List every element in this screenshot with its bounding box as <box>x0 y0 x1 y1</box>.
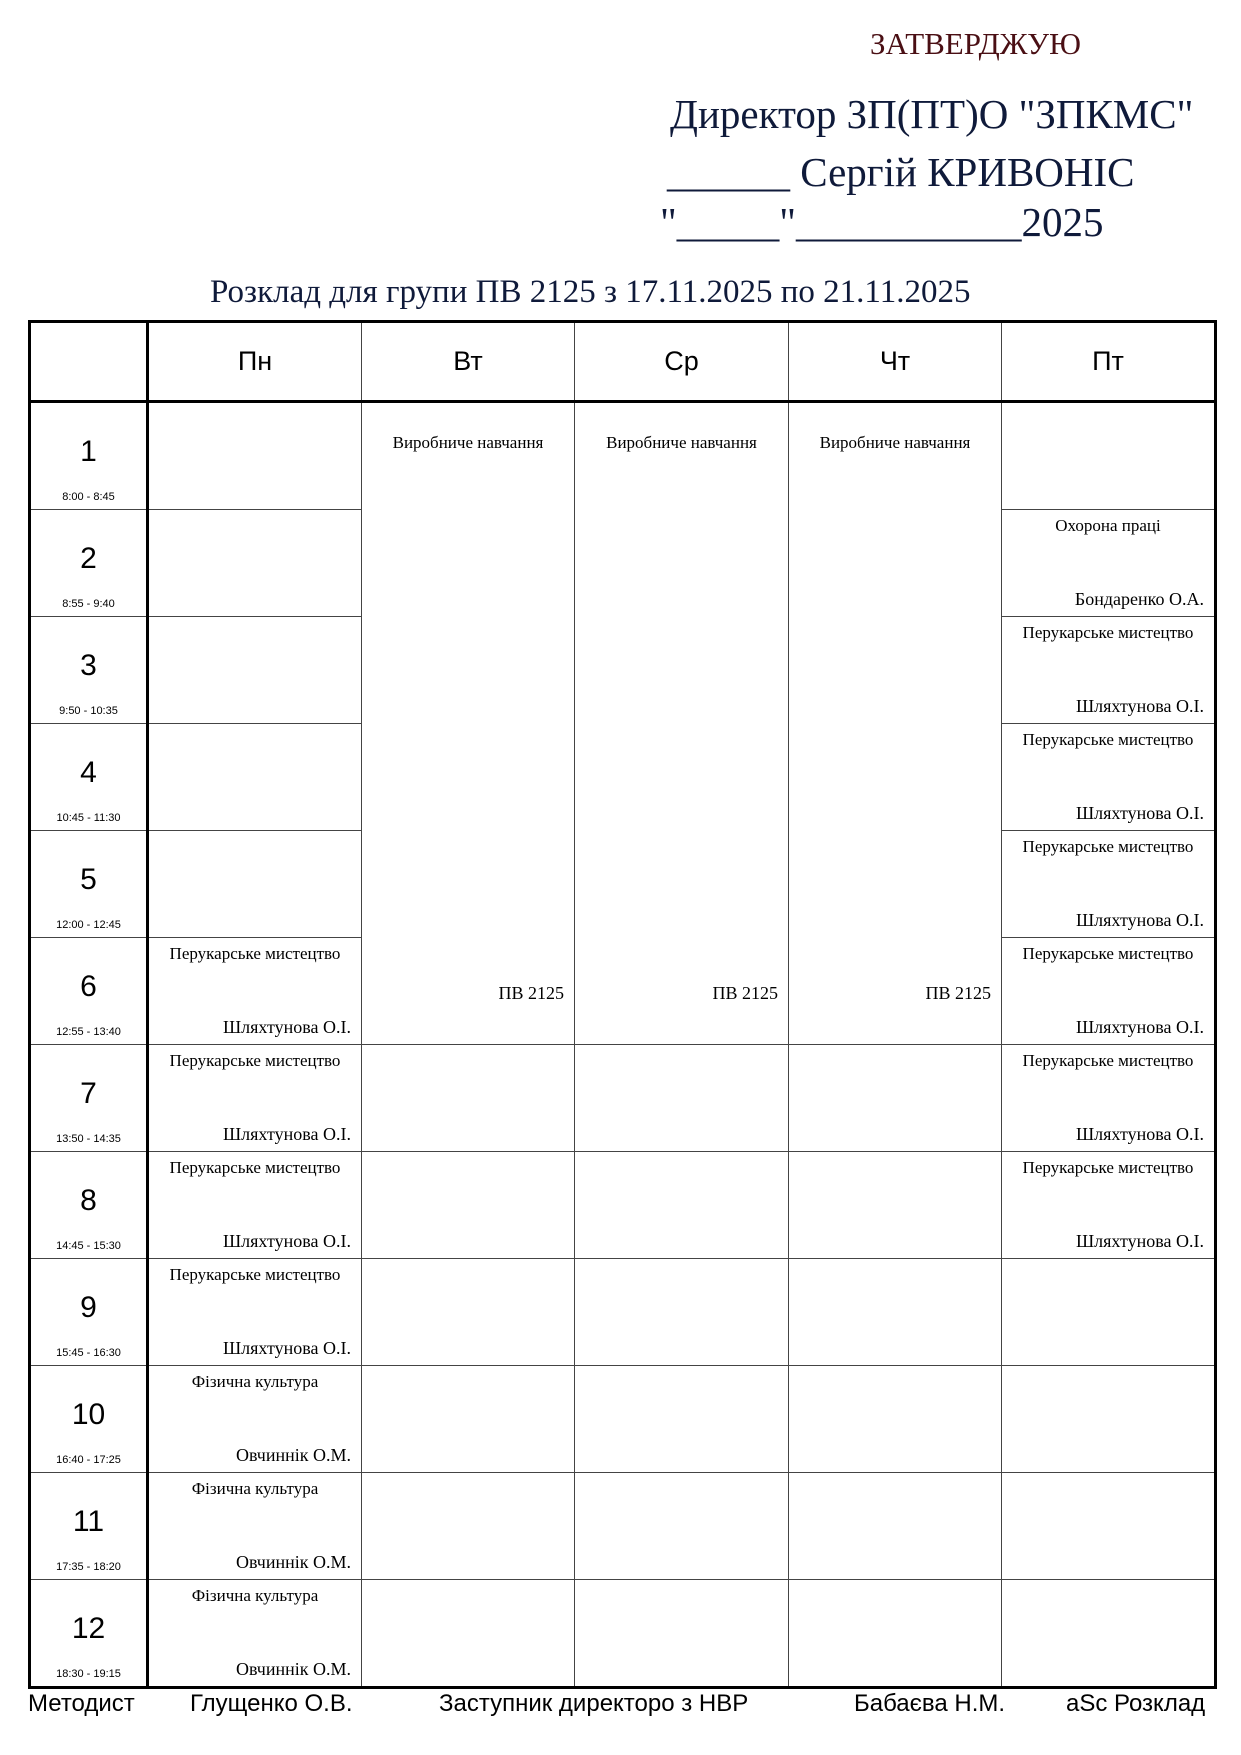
lesson-cell-tuesday <box>362 1366 575 1473</box>
day-header: Чт <box>789 322 1002 402</box>
lesson-subject: Перукарське мистецтво <box>1022 730 1194 749</box>
lesson-subject: Перукарське мистецтво <box>169 1051 341 1070</box>
period-number: 4 <box>80 756 97 789</box>
deputy-name: Бабаєва Н.М. <box>854 1690 1006 1717</box>
lesson-cell-monday <box>148 938 362 1045</box>
period-cell <box>30 1473 148 1580</box>
lesson-subject: Перукарське мистецтво <box>1022 837 1194 856</box>
lesson-subject: Виробниче навчання <box>392 433 544 452</box>
period-cell <box>30 1259 148 1366</box>
lesson-subject: Перукарське мистецтво <box>169 944 341 963</box>
lesson-subject: Перукарське мистецтво <box>1022 623 1194 642</box>
lesson-cell-tuesday <box>362 1473 575 1580</box>
period-number: 7 <box>80 1077 97 1110</box>
lesson-cell-friday <box>1002 1259 1216 1366</box>
lesson-cell-thursday <box>789 1152 1002 1259</box>
lesson-cell-friday <box>1002 1045 1216 1152</box>
lesson-subject: Охорона праці <box>1055 516 1161 535</box>
lesson-cell-friday <box>1002 831 1216 938</box>
lesson-cell-friday <box>1002 617 1216 724</box>
period-cell <box>30 938 148 1045</box>
lesson-teacher: Шляхтунова О.І. <box>1076 696 1204 716</box>
day-header: Ср <box>575 322 789 402</box>
lesson-cell-tuesday <box>362 1580 575 1688</box>
lesson-cell-monday <box>148 1152 362 1259</box>
period-number: 12 <box>71 1612 106 1645</box>
period-time: 17:35 - 18:20 <box>56 1561 121 1573</box>
period-number: 5 <box>80 863 97 896</box>
lesson-cell-thursday <box>789 1473 1002 1580</box>
director-position: Директор ЗП(ПТ)О "ЗПКМС" <box>670 91 1194 137</box>
lesson-cell-monday <box>148 1259 362 1366</box>
lesson-teacher: Шляхтунова О.І. <box>223 1231 351 1251</box>
lesson-cell-monday <box>148 510 362 617</box>
lesson-cell-monday <box>148 617 362 724</box>
lesson-cell-friday <box>1002 1473 1216 1580</box>
period-time: 13:50 - 14:35 <box>56 1133 121 1145</box>
lesson-teacher: Овчиннік О.М. <box>235 1659 351 1679</box>
period-cell <box>30 510 148 617</box>
lesson-cell-friday <box>1002 1366 1216 1473</box>
lesson-subject: Перукарське мистецтво <box>1022 1158 1194 1177</box>
director-signature: ______ Сергій КРИВОНІС <box>667 149 1135 195</box>
lesson-cell-thursday <box>789 1045 1002 1152</box>
lesson-cell-wednesday <box>575 1473 789 1580</box>
lesson-teacher: Овчиннік О.М. <box>235 1552 351 1572</box>
lesson-teacher: Шляхтунова О.І. <box>223 1338 351 1358</box>
lesson-cell-monday <box>148 402 362 510</box>
period-number: 11 <box>72 1505 105 1538</box>
period-cell <box>30 1366 148 1473</box>
period-time: 12:55 - 13:40 <box>56 1026 121 1038</box>
period-cell <box>30 831 148 938</box>
lesson-cell-friday <box>1002 938 1216 1045</box>
lesson-cell-tuesday-merged <box>362 402 575 1045</box>
day-header: Пн <box>148 322 362 402</box>
lesson-cell-thursday-merged <box>789 402 1002 1045</box>
lesson-group: ПВ 2125 <box>498 983 564 1003</box>
period-cell <box>30 1580 148 1688</box>
lesson-cell-tuesday <box>362 1045 575 1152</box>
schedule-row <box>30 1580 1216 1688</box>
period-time: 12:00 - 12:45 <box>56 919 121 931</box>
lesson-subject: Фізична культура <box>191 1586 319 1605</box>
lesson-teacher: Шляхтунова О.І. <box>223 1017 351 1037</box>
methodist-name: Глущенко О.В. <box>190 1690 353 1717</box>
period-cell <box>30 1152 148 1259</box>
schedule-row <box>30 1366 1216 1473</box>
period-cell <box>30 617 148 724</box>
period-cell <box>30 1045 148 1152</box>
approval-label: ЗАТВЕРДЖУЮ <box>870 26 1081 61</box>
lesson-cell-friday <box>1002 1152 1216 1259</box>
period-time: 18:30 - 19:15 <box>56 1668 121 1680</box>
period-number: 8 <box>80 1184 97 1217</box>
lesson-subject: Перукарське мистецтво <box>1022 944 1194 963</box>
methodist-label: Методист <box>28 1690 135 1717</box>
lesson-cell-monday <box>148 1045 362 1152</box>
lesson-cell-wednesday <box>575 1152 789 1259</box>
period-time: 15:45 - 16:30 <box>56 1347 121 1359</box>
lesson-subject: Виробниче навчання <box>606 433 757 452</box>
period-time: 16:40 - 17:25 <box>56 1454 121 1466</box>
period-number: 6 <box>80 970 97 1003</box>
schedule-table <box>28 320 1217 1689</box>
period-number: 3 <box>80 649 97 682</box>
schedule-title: Розклад для групи ПВ 2125 з 17.11.2025 по 21.11.2025 <box>210 274 971 310</box>
schedule-row <box>30 402 1216 510</box>
lesson-subject: Перукарське мистецтво <box>169 1265 341 1284</box>
lesson-cell-thursday <box>789 1366 1002 1473</box>
lesson-cell-wednesday-merged <box>575 402 789 1045</box>
approval-date: "_____"___________2025 <box>660 199 1104 245</box>
day-header: Вт <box>362 322 575 402</box>
lesson-subject: Перукарське мистецтво <box>169 1158 341 1177</box>
period-number: 9 <box>80 1291 97 1324</box>
lesson-cell-wednesday <box>575 1366 789 1473</box>
schedule-row <box>30 1152 1216 1259</box>
period-time: 14:45 - 15:30 <box>56 1240 121 1252</box>
lesson-cell-friday <box>1002 402 1216 510</box>
period-time: 8:55 - 9:40 <box>62 598 115 610</box>
period-number: 2 <box>80 542 97 575</box>
schedule-row <box>30 1045 1216 1152</box>
lesson-teacher: Шляхтунова О.І. <box>1076 803 1204 823</box>
lesson-cell-monday <box>148 1580 362 1688</box>
period-cell <box>30 402 148 510</box>
period-time: 9:50 - 10:35 <box>59 705 118 717</box>
lesson-subject: Фізична культура <box>191 1372 319 1391</box>
lesson-teacher: Овчиннік О.М. <box>235 1445 351 1465</box>
period-cell <box>30 724 148 831</box>
lesson-cell-friday <box>1002 724 1216 831</box>
corner-cell <box>30 322 148 402</box>
lesson-group: ПВ 2125 <box>712 983 778 1003</box>
lesson-subject: Перукарське мистецтво <box>1022 1051 1194 1070</box>
schedule-row <box>30 1259 1216 1366</box>
period-number: 10 <box>71 1398 106 1431</box>
lesson-cell-thursday <box>789 1259 1002 1366</box>
lesson-cell-wednesday <box>575 1045 789 1152</box>
lesson-teacher: Шляхтунова О.І. <box>1076 1017 1204 1037</box>
lesson-teacher: Шляхтунова О.І. <box>1076 1124 1204 1144</box>
lesson-group: ПВ 2125 <box>925 983 991 1003</box>
lesson-cell-tuesday <box>362 1259 575 1366</box>
period-number: 1 <box>80 435 97 468</box>
lesson-cell-wednesday <box>575 1259 789 1366</box>
lesson-subject: Виробниче навчання <box>819 433 971 452</box>
lesson-teacher: Шляхтунова О.І. <box>1076 1231 1204 1251</box>
lesson-teacher: Шляхтунова О.І. <box>223 1124 351 1144</box>
lesson-cell-monday <box>148 1366 362 1473</box>
schedule-row <box>30 1473 1216 1580</box>
period-time: 8:00 - 8:45 <box>62 491 115 503</box>
lesson-cell-monday <box>148 724 362 831</box>
day-header: Пт <box>1002 322 1216 402</box>
lesson-teacher: Бондаренко О.А. <box>1074 589 1204 609</box>
lesson-cell-friday <box>1002 510 1216 617</box>
lesson-cell-wednesday <box>575 1580 789 1688</box>
lesson-cell-friday <box>1002 1580 1216 1688</box>
period-time: 10:45 - 11:30 <box>56 812 121 824</box>
lesson-cell-monday <box>148 831 362 938</box>
lesson-cell-tuesday <box>362 1152 575 1259</box>
lesson-cell-thursday <box>789 1580 1002 1688</box>
lesson-teacher: Шляхтунова О.І. <box>1076 910 1204 930</box>
lesson-cell-monday <box>148 1473 362 1580</box>
software-credit: aSc Розклад <box>1066 1690 1206 1717</box>
lesson-subject: Фізична культура <box>191 1479 319 1498</box>
deputy-label: Заступник директоро з НВР <box>439 1690 749 1717</box>
